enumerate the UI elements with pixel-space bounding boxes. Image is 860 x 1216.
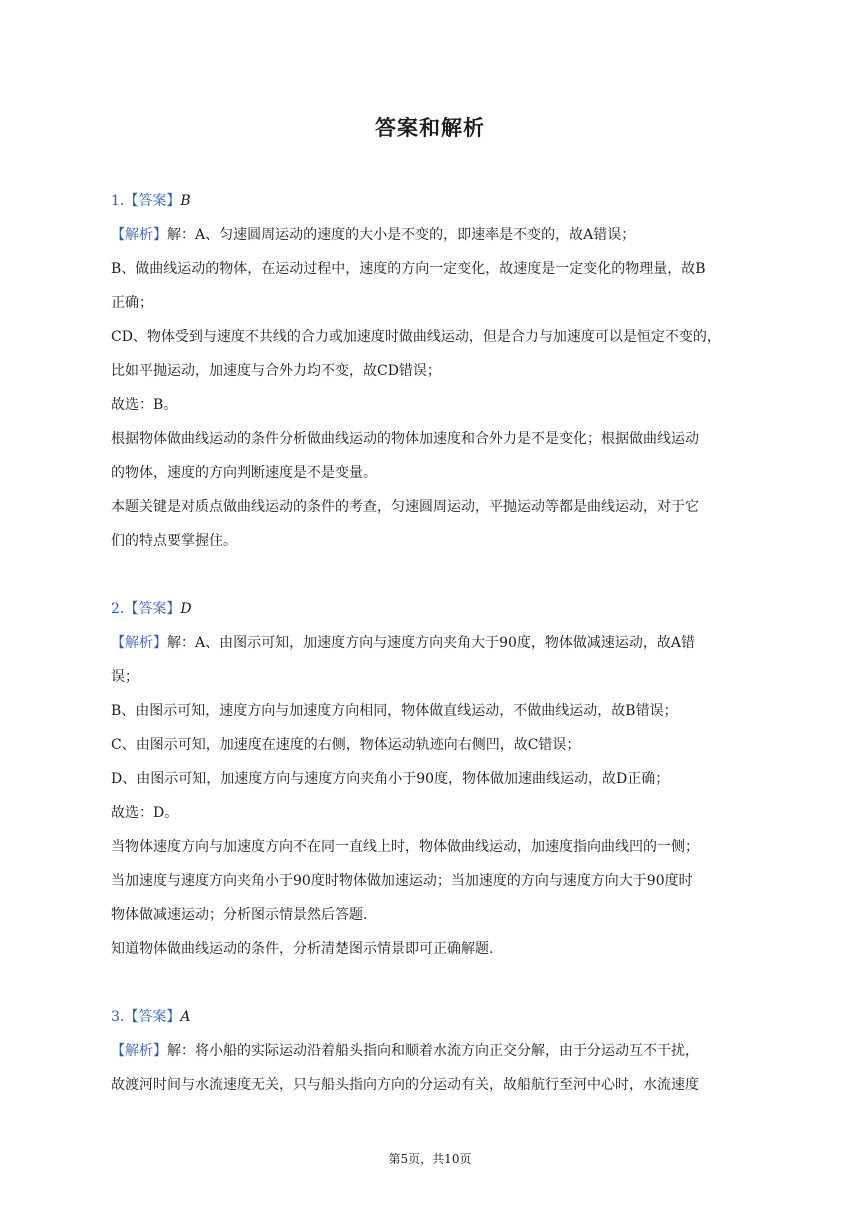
answer-header: [111, 592, 751, 626]
explanation-line: CD、物体受到与速度不共线的合力或加速度时做曲线运动，但是合力与加速度可以是恒定不变的，: [111, 329, 721, 345]
explanation-line: 根据物体做曲线运动的条件分析做曲线运动的物体加速度和合外力是不是变化；根据做曲线运动: [111, 431, 699, 447]
analysis-tag: 【解析】: [111, 227, 167, 243]
explanation-line: 的物体，速度的方向判断速度是不是变量。: [111, 465, 377, 481]
page-title: 答案和解析: [375, 116, 485, 140]
explanation-line: 故渡河时间与水流速度无关，只与船头指向方向的分运动有关，故船航行至河中心时，水流速度: [111, 1077, 699, 1093]
answer-letter: B: [180, 193, 191, 209]
explanation-line: 【解析】解：A、由图示可知，加速度方向与速度方向夹角大于90度，物体做减速运动，故A错: [111, 635, 696, 651]
answer-content: [111, 184, 751, 1136]
explanation-line: 【解析】解：将小船的实际运动沿着船头指向和顺着水流方向正交分解，由于分运动互不干扰，: [111, 1043, 699, 1059]
explanation-line: 本题关键是对质点做曲线运动的条件的考查，匀速圆周运动，平抛运动等都是曲线运动，对于它: [111, 499, 699, 515]
explanation-line: 物体做减速运动；分析图示情景然后答题.: [111, 907, 368, 923]
question-3: [111, 1000, 751, 1102]
question-number: 3.: [111, 1009, 125, 1025]
explanation-line: 知道物体做曲线运动的条件，分析清楚图示情景即可正确解题.: [111, 941, 494, 957]
answer-header: [111, 184, 751, 218]
explanation-line: 故选：B。: [111, 397, 178, 413]
explanation-line: 【解析】解：A、匀速圆周运动的速度的大小是不变的，即速率是不变的，故A错误；: [111, 227, 636, 243]
question-2: [111, 592, 751, 966]
analysis-tag: 【解析】: [111, 1043, 167, 1059]
explanation-line: B、做曲线运动的物体，在运动过程中，速度的方向一定变化，故速度是一定变化的物理量，故B: [111, 261, 706, 277]
explanation-line: 正确；: [111, 295, 153, 311]
answer-tag: 【答案】: [124, 193, 181, 209]
explanation-line: 比如平抛运动，加速度与合外力均不变，故CD错误；: [111, 363, 441, 379]
page-footer: 第5页，共10页: [388, 1152, 472, 1166]
explanation-line: 故选：D。: [111, 805, 179, 821]
explanation-line: 误；: [111, 669, 139, 685]
explanation-line: 当加速度与速度方向夹角小于90度时物体做加速运动；当加速度的方向与速度方向大于90度时: [111, 873, 693, 889]
explanation-line: 当物体速度方向与加速度方向不在同一直线上时，物体做曲线运动，加速度指向曲线凹的一侧；: [111, 839, 699, 855]
answer-letter: A: [180, 1009, 191, 1025]
answer-header: [111, 1000, 751, 1034]
explanation-line: 们的特点要掌握住。: [111, 533, 237, 549]
answer-tag: 【答案】: [124, 1009, 181, 1025]
explanation-line: B、由图示可知，速度方向与加速度方向相同，物体做直线运动，不做曲线运动，故B错误；: [111, 703, 678, 719]
answer-letter: D: [180, 601, 192, 617]
question-1: [111, 184, 751, 558]
answer-tag: 【答案】: [124, 601, 181, 617]
explanation-line: C、由图示可知，加速度在速度的右侧，物体运动轨迹向右侧凹，故C错误；: [111, 737, 581, 753]
question-number: 1.: [111, 193, 125, 209]
question-number: 2.: [111, 601, 125, 617]
explanation-line: D、由图示可知，加速度方向与速度方向夹角小于90度，物体做加速曲线运动，故D正确；: [111, 771, 670, 787]
analysis-tag: 【解析】: [111, 635, 167, 651]
